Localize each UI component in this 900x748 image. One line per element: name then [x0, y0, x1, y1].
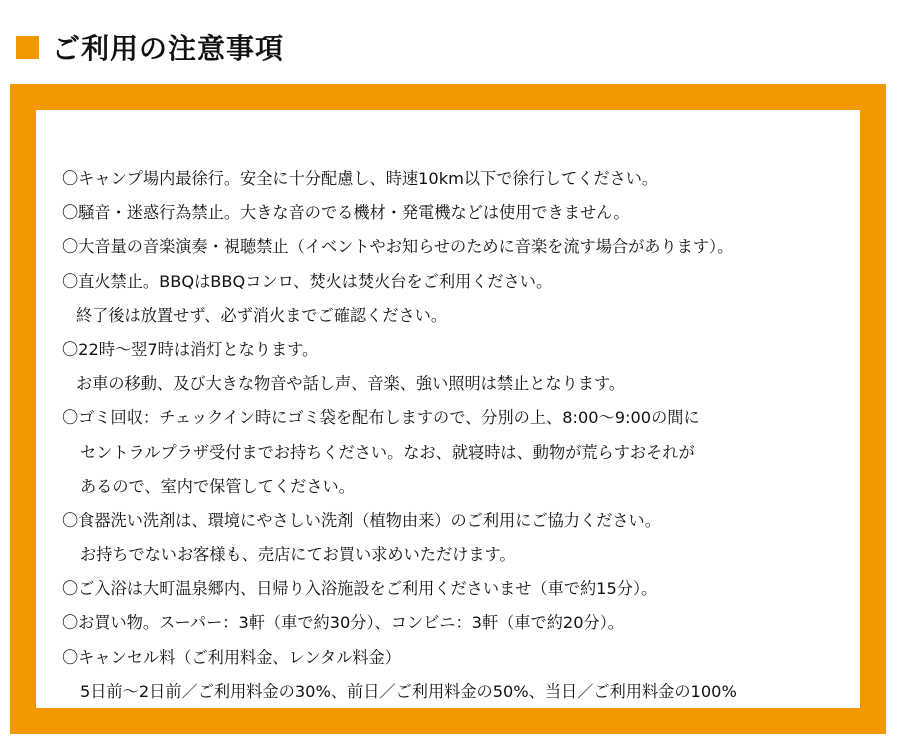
note-loud-music: 〇大音量の音楽演奏・視聴禁止（イベントやお知らせのために音楽を流す場合があります）。 — [62, 237, 734, 257]
note-speed-limit: 〇キャンプ場内最徐行。安全に十分配慮し、時速10km以下で徐行してください。 — [62, 169, 659, 188]
note-detergent: 〇食器洗い洗剤は、環境にやさしい洗剤（植物由来）のご利用にご協力ください。 — [62, 510, 661, 530]
note-shopping: 〇お買い物。スーパー：3軒（車で約30分）、コンビニ：3軒（車で約20分）。 — [62, 613, 624, 633]
note-lights-out: 〇22時～翌7時は消灯となります。 — [62, 339, 319, 359]
notice-frame — [10, 84, 886, 734]
note-noise: 〇騒音・迷惑行為禁止。大きな音のでる機材・発電機などは使用できません。 — [62, 203, 630, 223]
notice-panel — [36, 110, 860, 708]
note-open-fire: 〇直火禁止。BBQはBBQコンロ、焚火は焚火台をご利用ください。 — [62, 271, 553, 291]
section-header — [16, 25, 284, 69]
note-open-fire-continued: 終了後は放置せず、必ず消火までご確認ください。 — [76, 305, 448, 325]
note-garbage: 〇ゴミ回収：チェックイン時にゴミ袋を配布しますので、分別の上、8:00～9:00の間に — [62, 408, 700, 428]
note-lights-out-continued: お車の移動、及び大きな物音や話し声、音楽、強い照明は禁止となります。 — [76, 374, 626, 394]
notes-list — [62, 162, 737, 709]
note-cancellation: 〇キャンセル料（ご利用料金、レンタル料金） — [62, 647, 401, 667]
note-cancellation-fees: 5日前～2日前／ご利用料金の30%、前日／ご利用料金の50%、当日／ご利用料金の100% — [80, 681, 737, 701]
orange-square-icon — [16, 36, 39, 59]
note-garbage-continued-2: あるので、室内で保管してください。 — [80, 476, 355, 496]
page-title: ご利用の注意事項 — [52, 32, 285, 65]
note-detergent-continued: お持ちでないお客様も、売店にてお買い求めいただけます。 — [80, 545, 516, 565]
note-bathing: 〇ご入浴は大町温泉郷内、日帰り入浴施設をご利用くださいませ（車で約15分）。 — [62, 579, 658, 599]
note-garbage-continued-1: セントラルプラザ受付までお持ちください。なお、就寝時は、動物が荒らすおそれが — [80, 442, 695, 462]
